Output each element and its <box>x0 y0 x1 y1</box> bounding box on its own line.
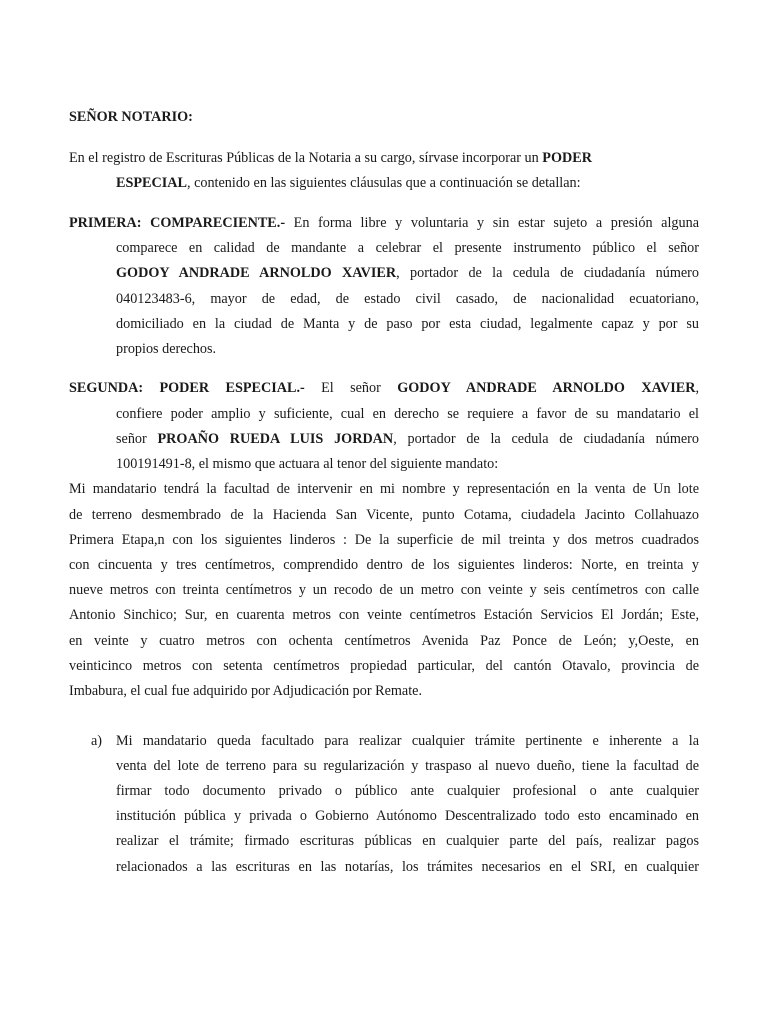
primera-title: PRIMERA: COMPARECIENTE.- <box>69 215 286 231</box>
primera-line-6: propios derechos. <box>116 341 217 357</box>
segunda-title: SEGUNDA: PODER ESPECIAL.- <box>69 380 305 396</box>
mandato-line-5: nueve metros con treinta centímetros y un recodo de un metro con veinte y seis centímetros con calle <box>69 582 699 598</box>
mandato-line-4: con cincuenta y tres centímetros, comprendido dentro de los siguientes linderos: Norte, en treinta y <box>69 557 699 573</box>
mandatario-name: PROAÑO RUEDA LUIS JORDAN <box>157 431 394 447</box>
intro-bold-especial: ESPECIAL <box>116 175 187 191</box>
segunda-text: , <box>695 380 700 396</box>
intro-line-2 <box>116 174 581 192</box>
item-a-line-6: relacionados a las escrituras en las notarías, los trámites necesarios en el SRI, en cualquier <box>116 859 699 875</box>
primera-text: En forma libre y voluntaria y sin estar sujeto a presión alguna <box>285 215 699 231</box>
segunda-line-2: confiere poder amplio y suficiente, cual en derecho se requiere a favor de su mandatario el <box>116 406 699 422</box>
intro-bold-poder: PODER <box>542 150 592 166</box>
segunda-text: El señor <box>304 380 398 396</box>
primera-line-1 <box>69 214 699 232</box>
mandato-line-7: en veinte y cuatro metros con ochenta centímetros Avenida Paz Ponce de León; y,Oeste, en <box>69 633 699 649</box>
primera-line-2: comparece en calidad de mandante a celebrar el presente instrumento público el señor <box>116 240 699 256</box>
document-heading <box>69 108 193 126</box>
primera-line-5: domiciliado en la ciudad de Manta y de paso por esta ciudad, legalmente capaz y por su <box>116 316 699 332</box>
item-a-line-1: Mi mandatario queda facultado para realizar cualquier trámite pertinente e inherente a la <box>116 733 699 749</box>
segunda-line-1 <box>69 379 699 397</box>
item-a-line-3: firmar todo documento privado o público ante cualquier profesional o ante cualquier <box>116 783 699 799</box>
mandato-line-3: Primera Etapa,n con los siguientes linderos : De la superficie de mil treinta y dos metros cuadrados <box>69 532 699 548</box>
segunda-text: señor <box>116 431 158 447</box>
mandato-line-6: Antonio Sinchico; Sur, en cuarenta metros con veinte centímetros Estación Servicios El Jordán; Este, <box>69 607 699 623</box>
item-a-line-4: institución pública y privada o Gobierno Autónomo Descentralizado todo esto encaminado en <box>116 808 699 824</box>
segunda-text: , portador de la cedula de ciudadanía número <box>393 431 700 447</box>
item-a-line-2: venta del lote de terreno para su regularización y traspaso al nuevo dueño, tiene la facultad de <box>116 758 699 774</box>
primera-line-3 <box>116 264 699 282</box>
mandato-line-1: Mi mandatario tendrá la facultad de intervenir en mi nombre y representación en la venta de Un lote <box>69 481 699 497</box>
primera-text: , portador de la cedula de ciudadanía número <box>396 265 699 281</box>
segunda-line-4: 100191491-8, el mismo que actuara al tenor del siguiente mandato: <box>116 456 499 472</box>
intro-line-1 <box>69 149 592 167</box>
intro-text: En el registro de Escrituras Públicas de la Notaria a su cargo, sírvase incorporar un <box>69 150 543 166</box>
heading-text: SEÑOR NOTARIO: <box>69 109 193 125</box>
mandato-line-8: veinticinco metros con setenta centímetros propiedad particular, del cantón Otavalo, provincia de <box>69 658 699 674</box>
mandante-name: GODOY ANDRADE ARNOLDO XAVIER <box>116 265 397 281</box>
segunda-line-3 <box>116 430 699 448</box>
mandante-name: GODOY ANDRADE ARNOLDO XAVIER <box>397 380 696 396</box>
intro-text: , contenido en las siguientes cláusulas que a continuación se detallan: <box>186 175 581 191</box>
item-a-marker: a) <box>91 733 103 749</box>
mandato-line-9: Imbabura, el cual fue adquirido por Adjudicación por Remate. <box>69 683 422 699</box>
item-a-line-5: realizar el trámite; firmado escrituras públicas en cualquier parte del país, realizar pagos <box>116 833 699 849</box>
primera-line-4: 040123483-6, mayor de edad, de estado civil casado, de nacionalidad ecuatoriano, <box>116 291 699 307</box>
mandato-line-2: de terreno desmembrado de la Hacienda San Vicente, punto Cotama, ciudadela Jacinto Collahuazo <box>69 507 699 523</box>
